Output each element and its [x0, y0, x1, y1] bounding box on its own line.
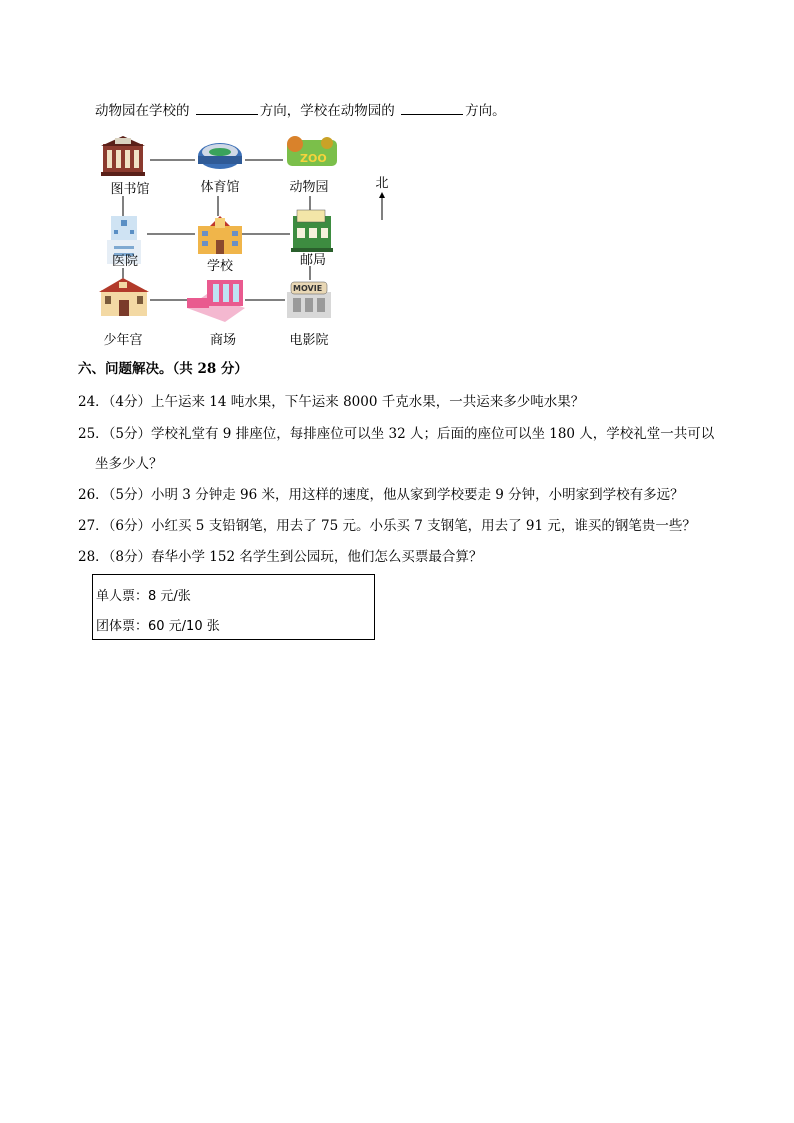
post-office-icon: [291, 210, 333, 252]
stadium-icon: [198, 143, 242, 169]
label-stadium: 体育馆: [200, 180, 240, 195]
north-arrow: [379, 192, 385, 220]
question-27: 27．（6分）小红买 5 支铅钢笔，用去了 75 元。小乐买 7 支钢笔，用去了 91 元，谁买的钢笔贵一些？: [78, 518, 696, 534]
question-25: 25．（5分）学校礼堂有 9 排座位，每排座位可以坐 32 人；后面的座位可以坐 180 人，学校礼堂一共可以: [78, 426, 715, 442]
section-title: 六、问题解决。（共 28 分）: [78, 361, 248, 377]
intro-part1: 动物园在学校的: [95, 103, 190, 119]
cinema-icon: [287, 282, 331, 318]
question-24: 24．（4分）上午运来 14 吨水果，下午运来 8000 千克水果，一共运来多少吨水果？: [78, 394, 585, 410]
zoo-sign-text: ZOO: [300, 152, 327, 165]
map-connections: [95, 130, 415, 350]
movie-sign-text: MOVIE: [293, 284, 323, 293]
direction-map: [95, 130, 415, 350]
label-zoo: 动物园: [289, 180, 329, 195]
intro-part2: 方向，学校在动物园的: [259, 103, 395, 119]
intro-part3: 方向。: [465, 103, 506, 119]
intro-line: [95, 102, 506, 120]
question-28: 28．（8分）春华小学 152 名学生到公园玩，他们怎么买票最合算？: [78, 549, 483, 565]
label-school: 学校: [206, 259, 233, 274]
school-icon: [198, 216, 242, 254]
zoo-icon: [287, 136, 337, 166]
label-cinema: 电影院: [289, 333, 329, 348]
label-library: 图书馆: [110, 182, 150, 197]
library-icon: [101, 136, 145, 176]
answer-blank-2[interactable]: [401, 102, 463, 115]
mall-icon: [187, 280, 245, 322]
ticket-price-box: [92, 574, 375, 640]
question-25-continued: 坐多少人？: [95, 456, 163, 472]
north-arrow-head: [379, 192, 385, 198]
label-mall: 商场: [209, 333, 236, 348]
question-26: 26．（5分）小明 3 分钟走 96 米，用这样的速度，他从家到学校要走 9 分钟，小明家到学校有多远？: [78, 487, 684, 503]
youth-palace-icon: [99, 278, 149, 316]
label-hospital: 医院: [111, 254, 138, 269]
north-label: 北: [375, 176, 389, 191]
group-ticket-price: 团体票：60 元/10 张: [96, 619, 220, 634]
answer-blank-1[interactable]: [196, 102, 258, 115]
label-post-office: 邮局: [299, 253, 326, 268]
single-ticket-price: 单人票：8 元/张: [96, 589, 191, 604]
label-youth-palace: 少年宫: [103, 333, 143, 348]
